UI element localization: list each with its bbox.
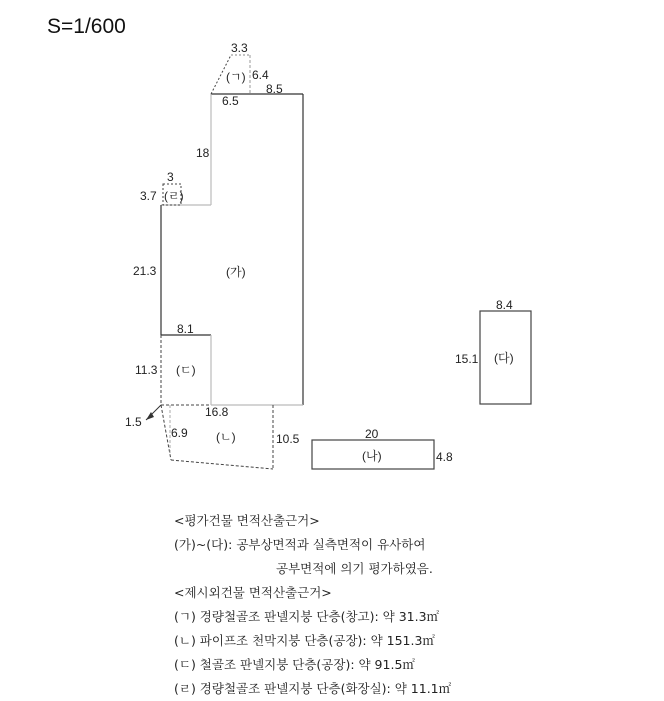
notes-item: (ㄴ) 파이프조 천막지붕 단층(공장): 약 151.3㎡: [174, 633, 435, 648]
notes-line-2: 공부면적에 의기 평가하였음.: [276, 561, 433, 576]
svg-text:4.8: 4.8: [436, 450, 453, 464]
area-calculation-notes: [174, 509, 451, 701]
svg-text:(ㄹ): (ㄹ): [164, 189, 184, 203]
svg-text:1.5: 1.5: [125, 415, 142, 429]
svg-text:6.5: 6.5: [222, 94, 239, 108]
svg-text:3.3: 3.3: [231, 41, 248, 55]
building-da: [455, 298, 531, 404]
svg-text:16.8: 16.8: [205, 405, 229, 419]
annex-rieul: [140, 170, 184, 205]
svg-text:8.4: 8.4: [496, 298, 513, 312]
svg-text:10.5: 10.5: [276, 432, 300, 446]
svg-text:8.5: 8.5: [266, 82, 283, 96]
notes-heading-excluded: <제시외건물 면적산출근거>: [174, 585, 332, 600]
svg-text:(나): (나): [362, 449, 382, 463]
svg-text:21.3: 21.3: [133, 264, 157, 278]
svg-text:11.3: 11.3: [135, 363, 158, 377]
svg-text:20: 20: [365, 427, 379, 441]
notes-item: (ㄱ) 경량철골조 판넬지붕 단층(창고): 약 31.3㎡: [174, 609, 440, 624]
scale-label: S=1/600: [47, 15, 126, 38]
notes-item: (ㄹ) 경량철골조 판넬지붕 단층(화장실): 약 11.1㎡: [174, 681, 452, 696]
svg-text:6.9: 6.9: [171, 426, 188, 440]
svg-text:3.7: 3.7: [140, 189, 157, 203]
notes-line-1: (가)~(다): 공부상면적과 실측면적이 유사하여: [174, 537, 426, 552]
svg-text:15.1: 15.1: [455, 352, 479, 366]
building-na: [312, 427, 453, 469]
svg-text:(ㄷ): (ㄷ): [176, 363, 196, 377]
notes-item: (ㄷ) 철골조 판넬지붕 단층(공장): 약 91.5㎡: [174, 657, 415, 672]
svg-text:(ㄱ): (ㄱ): [226, 70, 246, 84]
building-ga: [133, 82, 303, 419]
svg-text:18: 18: [196, 146, 210, 160]
svg-text:8.1: 8.1: [177, 322, 194, 336]
svg-text:(ㄴ): (ㄴ): [216, 430, 236, 444]
annex-giyeok: [211, 41, 269, 94]
label-ga: (가): [226, 265, 246, 279]
svg-text:(다): (다): [494, 351, 514, 365]
svg-text:6.4: 6.4: [252, 68, 269, 82]
svg-text:3: 3: [167, 170, 174, 184]
notes-heading-appraised: <평가건물 면적산출근거>: [174, 513, 320, 528]
